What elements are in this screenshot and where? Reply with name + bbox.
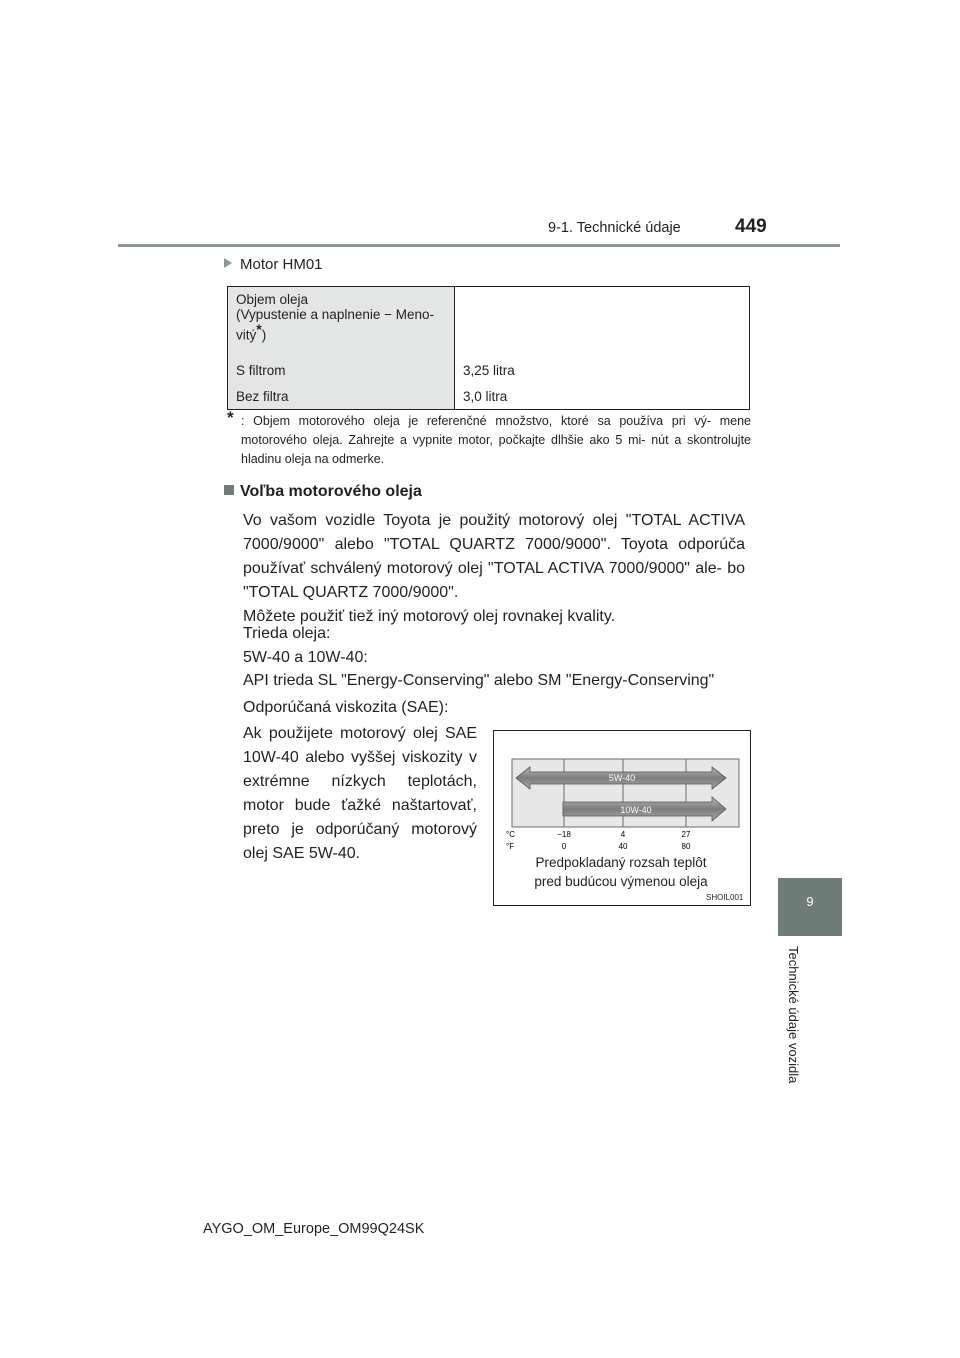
tick-label-c: 4 bbox=[620, 830, 626, 839]
axis-unit-fahrenheit: °F bbox=[506, 842, 515, 851]
viscosity-warning-paragraph: Ak použijete motorový olej SAE 10W-40 alebo vyššej viskozity v extrémne nízkych teplotách, motor bude ťažké naštartovať, preto je odporúčaný motorový olej SAE 5W-40. bbox=[243, 725, 477, 862]
footnote-text: : Objem motorového oleja je referenčné množstvo, ktoré sa používa pri vý- mene motorového oleja. Zahrejte a vypnite motor, počkajte dlhšie ako 5 mi- nút a skontrolujte hladinu oleja na odmerke. bbox=[241, 414, 751, 466]
viscosity-heading: Odporúčaná viskozita (SAE): bbox=[243, 699, 449, 716]
bar-label-10w40: 10W-40 bbox=[620, 805, 652, 815]
triangle-bullet-icon bbox=[224, 258, 232, 268]
table-label-line: ) bbox=[261, 327, 267, 343]
oil-grade-values: 5W-40 a 10W-40: bbox=[243, 649, 368, 666]
table-cell-value bbox=[455, 287, 750, 354]
table-cell-value: 3,25 litra bbox=[463, 362, 515, 378]
engine-heading bbox=[224, 256, 323, 273]
oil-selection-paragraph bbox=[243, 509, 745, 629]
table-label-line: (Vypustenie a naplnenie − Meno- bbox=[236, 307, 435, 322]
table-cell-label bbox=[228, 287, 455, 354]
axis-unit-celsius: °C bbox=[506, 830, 515, 839]
table-row bbox=[228, 353, 750, 383]
table-cell-label: Bez filtra bbox=[228, 383, 455, 410]
tick-label-f: 0 bbox=[561, 842, 567, 851]
chapter-tab-label: Technické údaje vozidla bbox=[786, 946, 801, 1084]
section-heading bbox=[224, 483, 422, 501]
footnote-marker: * bbox=[256, 321, 262, 337]
header-section-title: 9-1. Technické údaje bbox=[548, 220, 681, 236]
table-label-line: vitý bbox=[236, 327, 257, 343]
footnote bbox=[227, 408, 751, 469]
table-label-line: Objem oleja bbox=[236, 292, 309, 307]
oil-grade-api: API trieda SL "Energy-Conserving" alebo SM "Energy-Conserving" bbox=[243, 672, 715, 689]
tick-label-c: 27 bbox=[681, 830, 691, 839]
paragraph-text: Môžete použiť tiež iný motorový olej rovnakej kvality. bbox=[243, 608, 616, 625]
table-row bbox=[228, 287, 750, 354]
footnote-marker: * bbox=[227, 408, 234, 427]
header-rule bbox=[118, 244, 840, 247]
paragraph-text: Vo vašom vozidle Toyota je použitý motorový olej "TOTAL ACTIVA 7000/9000" alebo "TOTAL QUARTZ 7000/9000". Toyota odporúča používať schválený motorový olej "TOTAL ACTIVA 7000/9000" ale- bo "TOTAL QUARTZ 7000/9000". bbox=[243, 512, 745, 601]
footer-document-id: AYGO_OM_Europe_OM99Q24SK bbox=[203, 1221, 425, 1237]
engine-heading-text: Motor HM01 bbox=[240, 256, 323, 273]
chart-plot-area bbox=[512, 759, 739, 827]
figure-caption bbox=[493, 853, 749, 891]
oil-grade-heading: Trieda oleja: bbox=[243, 625, 331, 642]
tick-label-c: −18 bbox=[557, 830, 571, 839]
figure-caption-line: Predpokladaný rozsah teplôt bbox=[535, 855, 707, 870]
oil-capacity-table bbox=[227, 286, 750, 410]
section-heading-text: Voľba motorového oleja bbox=[240, 483, 422, 500]
page-number: 449 bbox=[735, 216, 767, 237]
chapter-tab-number: 9 bbox=[806, 894, 814, 909]
figure-code: SHOIL001 bbox=[706, 893, 744, 902]
table-cell-value: 3,0 litra bbox=[463, 388, 508, 404]
table-cell-label: S filtrom bbox=[228, 353, 455, 383]
square-bullet-icon bbox=[224, 485, 234, 495]
tick-label-f: 40 bbox=[618, 842, 628, 851]
figure-caption-line: pred budúcou výmenou oleja bbox=[534, 874, 708, 889]
bar-label-5w40: 5W-40 bbox=[608, 773, 636, 783]
table-row bbox=[228, 383, 750, 410]
tick-label-f: 80 bbox=[681, 842, 691, 851]
